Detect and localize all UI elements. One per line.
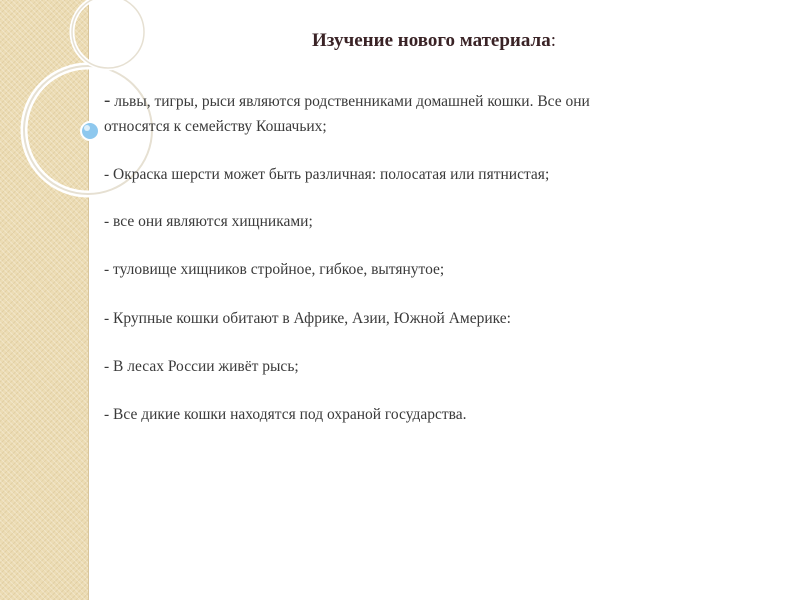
slide-title-colon: : — [550, 30, 556, 51]
bullet-item-6: - В лесах России живёт рысь; — [104, 358, 299, 375]
bullet-dash: - — [104, 90, 111, 111]
bullet-item-1-line-2: относятся к семейству Кошачьих; — [104, 118, 327, 135]
bullet-item-5: - Крупные кошки обитают в Африке, Азии, Южной Америке: — [104, 310, 511, 327]
side-panel-decoration — [0, 0, 89, 600]
bullet-item-3: - все они являются хищниками; — [104, 213, 313, 230]
slide-title — [104, 30, 764, 52]
slide-title-text: Изучение нового материала — [312, 30, 551, 51]
bullet-item-1-text: львы, тигры, рыси являются родственниками домашней кошки. Все они — [110, 93, 590, 110]
slide-content — [104, 0, 764, 600]
bullet-item-2: - Окраска шерсти может быть различная: полосатая или пятнистая; — [104, 166, 550, 183]
bullet-item-7: - Все дикие кошки находятся под охраной государства. — [104, 406, 467, 423]
bullet-item-4: - туловище хищников стройное, гибкое, вытянутое; — [104, 261, 445, 278]
bullet-item-1-line-1 — [104, 90, 590, 112]
